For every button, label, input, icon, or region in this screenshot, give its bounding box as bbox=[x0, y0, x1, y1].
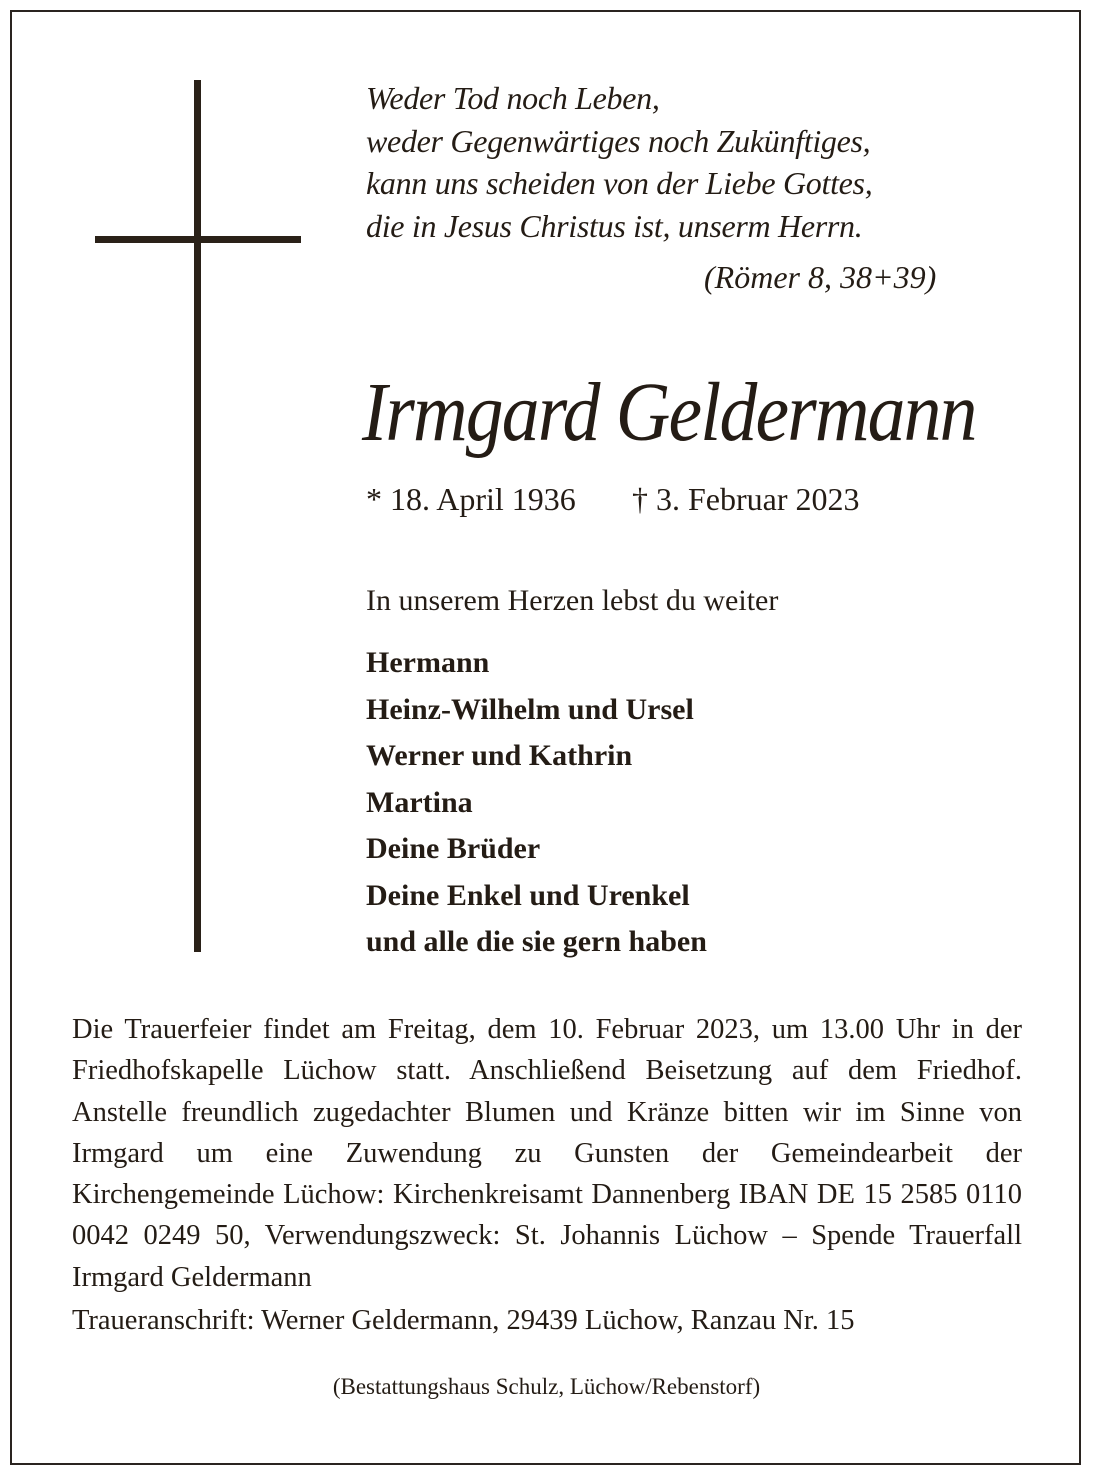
deceased-name: Irmgard Geldermann bbox=[362, 366, 976, 459]
birth-date: * 18. April 1936 bbox=[366, 481, 576, 517]
mourner-item: Werner und Kathrin bbox=[366, 739, 633, 772]
mourner-item: Heinz-Wilhelm und Ursel bbox=[366, 692, 694, 726]
mourner-item: Deine Enkel und Urenkel bbox=[366, 878, 690, 912]
cross-icon-vertical-bar bbox=[194, 80, 201, 952]
memorial-tagline: In unserem Herzen lebst du weiter bbox=[366, 584, 779, 617]
mourners-list bbox=[366, 640, 707, 966]
death-date: † 3. Februar 2023 bbox=[632, 481, 860, 517]
cross-icon-horizontal-bar bbox=[95, 236, 301, 243]
verse-line: weder Gegenwärtiges noch Zukünftiges, bbox=[366, 122, 871, 159]
bible-verse bbox=[366, 77, 872, 247]
mourner-item: Hermann bbox=[366, 646, 490, 679]
verse-line: Weder Tod noch Leben, bbox=[366, 80, 660, 116]
mourner-item: und alle die sie gern haben bbox=[366, 925, 707, 958]
funeral-notice: Die Trauerfeier findet am Freitag, dem 10. Februar 2023, um 13.00 Uhr in der Friedhofskapelle Lüchow statt. Anschließend Beisetzung auf dem Friedhof. Anstelle freundlich zugedachter Blumen und Kränze bitten wir im Sinne von Irmgard um eine Zuwendung zu Gunsten der Gemeindearbeit der Kirchengemeinde Lüchow: Kirchenkreisamt Dannenberg IBAN DE 15 2585 0110 0042 0249 50, Verwendungszweck: St. Johannis Lüchow – Spende Trauerfall Irmgard Geldermann bbox=[72, 1014, 1022, 1293]
mourner-item: Martina bbox=[366, 785, 473, 819]
verse-source: (Römer 8, 38+39) bbox=[704, 259, 937, 295]
mourner-item: Deine Brüder bbox=[366, 832, 541, 865]
verse-line: die in Jesus Christus ist, unserm Herrn. bbox=[366, 207, 863, 244]
funeral-home: (Bestattungshaus Schulz, Lüchow/Rebenstorf) bbox=[332, 1374, 761, 1399]
mourning-address: Traueranschrift: Werner Geldermann, 29439 Lüchow, Ranzau Nr. 15 bbox=[72, 1305, 855, 1336]
verse-line: kann uns scheiden von der Liebe Gottes, bbox=[366, 165, 873, 201]
